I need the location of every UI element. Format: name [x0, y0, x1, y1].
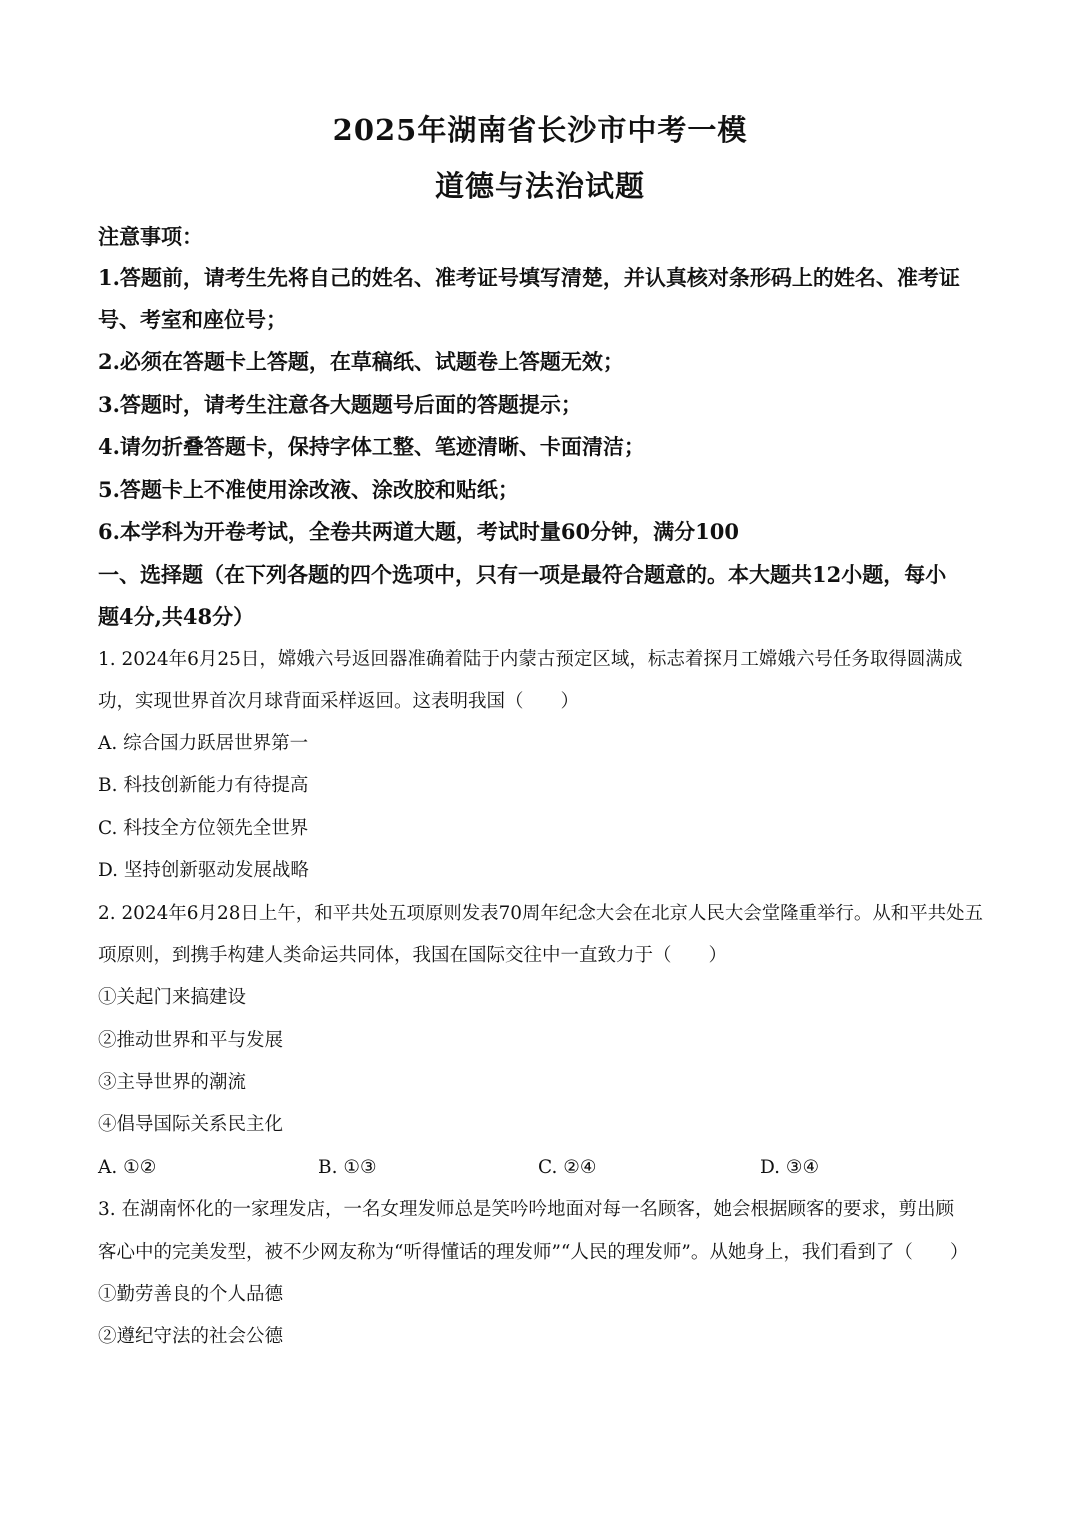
question-2-statement: ③主导世界的潮流	[98, 1072, 247, 1093]
question-2-stem-cont: 项原则，到携手构建人类命运共同体，我国在国际交往中一直致力于（ ）	[98, 945, 728, 966]
question-1-stem: 1. 2024年6月25日，嫦娥六号返回器准确着陆于内蒙古预定区域，标志着探月工嫦娥六号任务取得圆满成	[98, 649, 963, 670]
question-1-option-a: A. 综合国力跃居世界第一	[98, 733, 309, 754]
question-3-statement: ①勤劳善良的个人品德	[98, 1284, 284, 1305]
question-1-option-d: D. 坚持创新驱动发展战略	[98, 860, 309, 881]
exam-subtitle: 道德与法治试题	[434, 169, 645, 203]
question-3-statement: ②遵纪守法的社会公德	[98, 1326, 284, 1347]
exam-title: 2025年湖南省长沙市中考一模	[332, 113, 748, 147]
note-item: 2.必须在答题卡上答题，在草稿纸、试题卷上答题无效；	[98, 349, 624, 374]
note-item: 5.答题卡上不准使用涂改液、涂改胶和贴纸；	[98, 477, 519, 502]
question-3-stem: 3. 在湖南怀化的一家理发店，一名女理发师总是笑吟吟地面对每一名顾客，她会根据顾客的要求，剪出顾	[98, 1199, 955, 1220]
note-item: 号、考室和座位号；	[98, 307, 287, 332]
note-item: 6.本学科为开卷考试，全卷共两道大题，考试时量60分钟，满分100	[98, 519, 739, 544]
question-2-option-d: D. ③④	[760, 1157, 820, 1178]
note-item: 1.答题前，请考生先将自己的姓名、准考证号填写清楚，并认真核对条形码上的姓名、准考证	[98, 265, 960, 290]
question-2-stem: 2. 2024年6月28日上午，和平共处五项原则发表70周年纪念大会在北京人民大会堂隆重举行。从和平共处五	[98, 903, 983, 924]
note-item: 4.请勿折叠答题卡，保持字体工整、笔迹清晰、卡面清洁；	[98, 434, 645, 459]
question-1-option-c: C. 科技全方位领先全世界	[98, 818, 309, 839]
notes-heading: 注意事项：	[98, 224, 203, 249]
question-2-options	[98, 1154, 998, 1182]
section-heading: 一、选择题（在下列各题的四个选项中，只有一项是最符合题意的。本大题共12小题，每小	[98, 562, 947, 587]
question-2-option-c: C. ②④	[538, 1157, 597, 1178]
question-3-stem-cont: 客心中的完美发型，被不少网友称为“听得懂话的理发师”“人民的理发师”。从她身上，我们看到了（ ）	[98, 1242, 969, 1263]
question-2-option-b: B. ①③	[318, 1157, 377, 1178]
question-1-stem-cont: 功，实现世界首次月球背面采样返回。这表明我国（ ）	[98, 691, 580, 712]
question-2-statement: ②推动世界和平与发展	[98, 1030, 284, 1051]
question-2-option-a: A. ①②	[98, 1157, 157, 1178]
question-2-statement: ①关起门来搞建设	[98, 987, 247, 1008]
note-item: 3.答题时，请考生注意各大题题号后面的答题提示；	[98, 392, 582, 417]
question-1-option-b: B. 科技创新能力有待提高	[98, 775, 309, 796]
question-2-statement: ④倡导国际关系民主化	[98, 1114, 284, 1135]
section-heading-cont: 题4分,共48分）	[98, 604, 255, 629]
